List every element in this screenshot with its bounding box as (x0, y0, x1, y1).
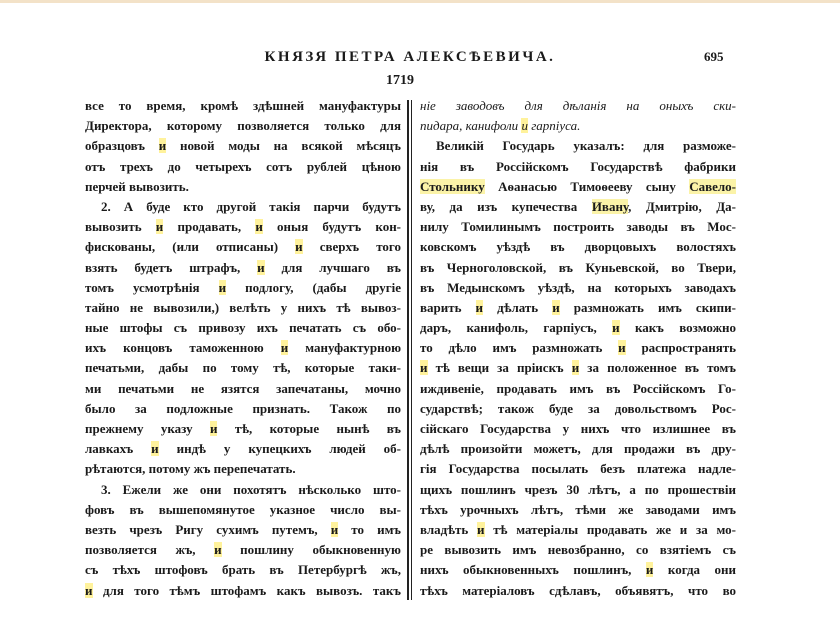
text-segment: дѣлать (483, 299, 553, 315)
text-line (85, 197, 401, 217)
text-segment: нилу Томилинымъ построить заводы въ Мос- (420, 219, 736, 235)
text-segment: фовъ въ вышепомянутое указное число вы- (85, 501, 401, 517)
text-segment: тѣ вещи за пріискъ (427, 360, 572, 376)
text-segment: печатьми, дабы по тому тѣ, которые таки- (85, 360, 401, 376)
text-segment: отъ трехъ до четырехъ сотъ рублей цѣною (85, 158, 401, 174)
text-segment: владѣть (420, 521, 478, 537)
text-segment: то дѣло имъ размножать (420, 340, 619, 356)
page-top-edge (0, 0, 840, 3)
text-segment: было за подложные признать. Також по (85, 400, 401, 416)
text-segment: дѣлѣ произойти можетъ, для продажи въ дру- (420, 441, 736, 457)
text-segment: ніе заводовъ для дѣланія на оныхъ ски- (420, 98, 736, 113)
text-line (85, 318, 401, 338)
text-line (85, 520, 401, 540)
column-divider-rule (407, 100, 409, 600)
text-segment: тѣхъ матеріаловъ сдѣлавъ, объявятъ, что во (420, 582, 736, 598)
text-segment: для того тѣмъ штофамъ какъ вывозъ. такъ (92, 582, 401, 598)
highlighted-word: и (552, 299, 560, 315)
text-line (85, 338, 401, 358)
highlighted-name: Ивану (591, 198, 629, 214)
text-line (420, 278, 736, 298)
highlighted-name: Савело- (689, 178, 736, 194)
text-line (85, 258, 401, 278)
text-line (85, 379, 401, 399)
text-line (85, 560, 401, 580)
text-line (85, 581, 401, 601)
text-segment: Великій Государь указалъ: для разможе- (436, 138, 736, 154)
text-line (85, 500, 401, 520)
text-segment: взять будетъ штрафъ, (85, 259, 258, 275)
text-segment: везть чрезъ Ригу сухимъ путемъ, (85, 521, 331, 537)
text-line (85, 419, 401, 439)
text-segment: Аѳанасью Тимоѳееву сыну (484, 178, 690, 194)
text-line (420, 358, 736, 378)
highlighted-word: и (645, 562, 654, 578)
text-line (420, 419, 736, 439)
text-segment: пошлину обыкновенную (221, 542, 401, 558)
text-line (420, 459, 736, 479)
text-segment: сійскаго Государства у нихъ что излишнее въ (420, 421, 736, 436)
text-segment: новой моды на всякой мѣсяцъ (166, 138, 402, 154)
running-title: КНЯЗЯ ПЕТРА АЛЕКСѢЕВИЧА. (264, 49, 556, 65)
text-segment: тайно не вывозили,) велѣть у нихъ тѣ вывоз- (85, 299, 401, 315)
text-line (420, 318, 736, 338)
text-segment: щихъ пошлинъ чрезъ 30 лѣтъ, а по прошествіи (420, 481, 736, 497)
highlighted-word: и (257, 259, 265, 275)
text-line (420, 439, 736, 459)
text-line (420, 379, 736, 399)
highlighted-word: и (295, 239, 303, 255)
text-segment: ные штофы съ привозу ихъ печатать съ обо- (85, 320, 401, 336)
text-line (420, 338, 736, 358)
text-line (420, 177, 736, 197)
text-segment: томъ усмотрѣнія (85, 279, 219, 295)
column-divider-rule (411, 100, 412, 600)
text-segment: подлогу, (дабы другіе (226, 279, 402, 295)
text-segment: продавать, (163, 219, 256, 235)
highlighted-word: и (218, 279, 227, 295)
text-line (85, 459, 401, 479)
text-segment: вывозить (85, 219, 156, 235)
text-line (420, 136, 736, 156)
left-text-column (85, 96, 401, 601)
text-segment: въ Черноголовской, въ Куньевской, во Твери, (420, 259, 736, 275)
highlighted-word: и (280, 340, 289, 356)
text-segment: ихъ концовъ таможенною (85, 340, 281, 356)
text-line (420, 540, 736, 560)
text-line (420, 298, 736, 318)
text-segment: за положенное въ томъ (579, 360, 736, 376)
text-line (420, 96, 736, 116)
text-segment: рѣтаются, потому жъ перепечатать. (85, 461, 296, 477)
highlighted-word: и (571, 360, 580, 376)
highlighted-word: и (155, 219, 164, 235)
highlighted-word: и (209, 421, 218, 436)
text-line (85, 136, 401, 156)
text-segment: гарпіуса. (527, 118, 581, 134)
text-segment: для лучшаго въ (264, 259, 401, 275)
text-segment: сверхъ того (302, 239, 401, 255)
text-segment: то имъ (338, 521, 402, 537)
text-segment: иждивеніе, продавать имъ въ Россійскомъ Го- (420, 380, 736, 396)
text-line (420, 581, 736, 601)
text-segment: 2. А буде кто другой такія парчи будутъ (101, 198, 401, 214)
right-text-column (420, 96, 736, 601)
text-line (85, 177, 401, 197)
text-segment: распространять (625, 340, 736, 356)
text-segment: какъ возможно (619, 320, 736, 336)
text-segment: варить (420, 299, 476, 315)
text-line (420, 520, 736, 540)
text-line (85, 116, 401, 136)
text-segment: съ тѣхъ штофовъ брать въ Петербургѣ жъ, (85, 562, 401, 578)
highlighted-word: и (151, 441, 159, 457)
text-segment: все то время, кромѣ здѣшней мануфактуры (85, 98, 401, 113)
text-line (420, 480, 736, 500)
text-segment: ре вывозить имъ невозбранно, со взятіемъ съ (420, 542, 736, 558)
text-line (85, 358, 401, 378)
text-line (420, 217, 736, 237)
text-line (85, 96, 401, 116)
highlighted-word: и (85, 582, 93, 598)
text-line (85, 480, 401, 500)
page-number: 695 (704, 49, 724, 64)
text-segment: оныя будутъ кон- (262, 219, 402, 235)
text-segment: лавкахъ (85, 441, 152, 457)
text-line (85, 540, 401, 560)
text-segment: гія Государства посылать безъ платежа надле- (420, 461, 736, 477)
text-segment: фискованы, (или отписаны) (85, 239, 296, 255)
text-segment: ковскомъ уѣздѣ въ дворцовыхъ волостяхъ (420, 239, 736, 255)
text-line (420, 237, 736, 257)
text-segment: ву, да изъ купечества (420, 198, 592, 214)
text-line (420, 560, 736, 580)
text-line (420, 157, 736, 177)
highlighted-word: и (618, 340, 626, 356)
highlighted-word: и (475, 299, 484, 315)
text-segment: нихъ обыкновенныхъ пошлинъ, (420, 562, 646, 578)
text-segment: образцовъ (85, 138, 159, 154)
text-line (420, 116, 736, 136)
text-segment: , Дмитрію, Да- (628, 198, 736, 214)
text-segment: прежнему указу (85, 421, 210, 436)
text-line (85, 157, 401, 177)
text-line (420, 399, 736, 419)
text-segment: когда они (653, 562, 736, 578)
text-line (85, 237, 401, 257)
highlighted-name: Стольнику (420, 178, 485, 194)
text-segment: ми печатьми не язятся запечатаны, мочно (85, 380, 401, 396)
text-line (85, 217, 401, 237)
text-segment: пидара, канифоли (420, 118, 522, 134)
text-segment: нія въ Россійскомъ Государствѣ фабрики (420, 158, 736, 174)
text-line (85, 399, 401, 419)
text-segment: 3. Ежели же они похотятъ нѣсколько што- (101, 481, 401, 497)
text-segment: въ Медынскомъ уѣздѣ, на которыхъ заводахъ (420, 279, 736, 295)
text-segment: размножать имъ скипи- (559, 299, 736, 315)
highlighted-word: и (477, 521, 485, 537)
text-line (85, 298, 401, 318)
highlighted-word: и (214, 542, 222, 558)
text-segment: перчей вывозить. (85, 178, 189, 194)
text-line (85, 278, 401, 298)
text-segment: даръ, канифоль, гарпіусъ, (420, 320, 613, 336)
highlighted-word: и (158, 138, 167, 154)
year-heading: 1719 (386, 73, 414, 88)
text-segment: позволяется жъ, (85, 542, 215, 558)
highlighted-word: и (255, 219, 263, 235)
text-segment: тѣхъ урочныхъ лѣтъ, тѣми же заводами имъ (420, 501, 736, 517)
text-segment: Директора, которому позволяется только для (85, 118, 401, 134)
text-segment: тѣ, которые нынѣ въ (217, 421, 401, 436)
text-line (420, 197, 736, 217)
highlighted-word: и (330, 521, 339, 537)
highlighted-word: и (521, 118, 528, 134)
text-line (85, 439, 401, 459)
text-segment: мануфактурною (288, 340, 401, 356)
text-segment: сударствѣ; також буде за довольствомъ Рос- (420, 400, 736, 416)
text-line (420, 258, 736, 278)
highlighted-word: и (612, 320, 620, 336)
text-line (420, 500, 736, 520)
highlighted-word: и (420, 360, 428, 376)
text-segment: тѣ матеріалы продавать же и за мо- (484, 521, 737, 537)
text-segment: индѣ у купецкихъ людей об- (158, 441, 401, 457)
